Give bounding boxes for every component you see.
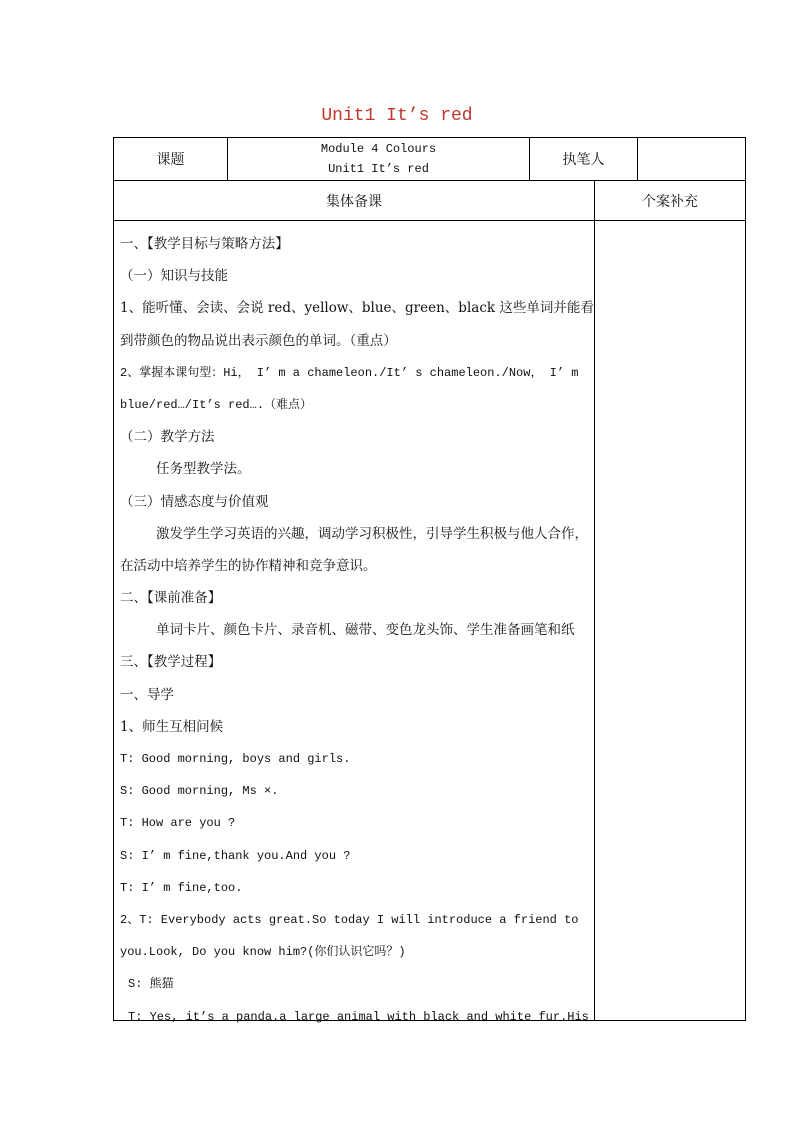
subsection-heading: （二）教学方法: [120, 429, 215, 446]
section-heading: 一、【教学目标与策略方法】: [120, 236, 289, 252]
dialogue-line: S: 熊猫: [128, 977, 174, 992]
text-line: 激发学生学习英语的兴趣，调动学习积极性，引导学生积极与他人合作，: [156, 525, 588, 542]
subsection-heading: （三）情感态度与价值观: [120, 493, 269, 510]
lesson-plan-body: [120, 228, 594, 1033]
dialogue-line: T: Yes, it’s a panda.a large animal with black and white fur.His: [128, 1009, 589, 1024]
text-line: 到带颜色的物品说出表示颜色的单词。（重点）: [120, 332, 397, 349]
supplement-header: 个案补充: [642, 193, 698, 210]
author-value: [638, 138, 745, 180]
subsection-heading: （一）知识与技能: [120, 268, 228, 285]
text-line: blue/red…/It’s red….（难点）: [120, 397, 313, 412]
dialogue-line: you.Look, Do you know him?(你们认识它吗？): [120, 945, 406, 960]
text-line: 在活动中培养学生的协作精神和竞争意识。: [120, 557, 377, 574]
module-name: Module 4 Colours: [320, 142, 437, 156]
topic-value: [228, 138, 529, 180]
dialogue-line: S: I’ m fine,thank you.And you ?: [120, 848, 351, 863]
topic-label: 课题: [156, 152, 185, 168]
text-line: 任务型教学法。: [156, 461, 251, 478]
subsection-heading: 一、导学: [120, 686, 174, 703]
author-label: 执笔人: [562, 152, 605, 168]
section-heading: 三、【教学过程】: [120, 654, 222, 671]
section-heading: 二、【课前准备】: [120, 590, 222, 607]
unit-name: Unit1 It’s red: [328, 162, 429, 176]
dialogue-line: 2、T: Everybody acts great.So today I will introduce a friend to: [120, 912, 579, 927]
dialogue-line: T: I’ m fine,too.: [120, 880, 243, 895]
text-line: 1、能听懂、会读、会说 red、yellow、blue、green、black 这些单词并能看: [120, 300, 594, 317]
text-line: 2、掌握本课句型：Hi， I’ m a chameleon./It’ s chameleon./Now， I’ m: [120, 365, 579, 380]
document-title: Unit1 It’s red: [321, 106, 473, 126]
dialogue-line: T: Good morning, boys and girls.: [120, 752, 351, 766]
text-line: 单词卡片、颜色卡片、录音机、磁带、变色龙头饰、学生准备画笔和纸: [156, 622, 575, 639]
dialogue-line: S: Good morning, Ms ×.: [120, 784, 279, 799]
collective-prep-header: 集体备课: [326, 193, 382, 210]
text-line: 1、师生互相问候: [120, 718, 224, 735]
dialogue-line: T: How are you ?: [120, 816, 236, 831]
